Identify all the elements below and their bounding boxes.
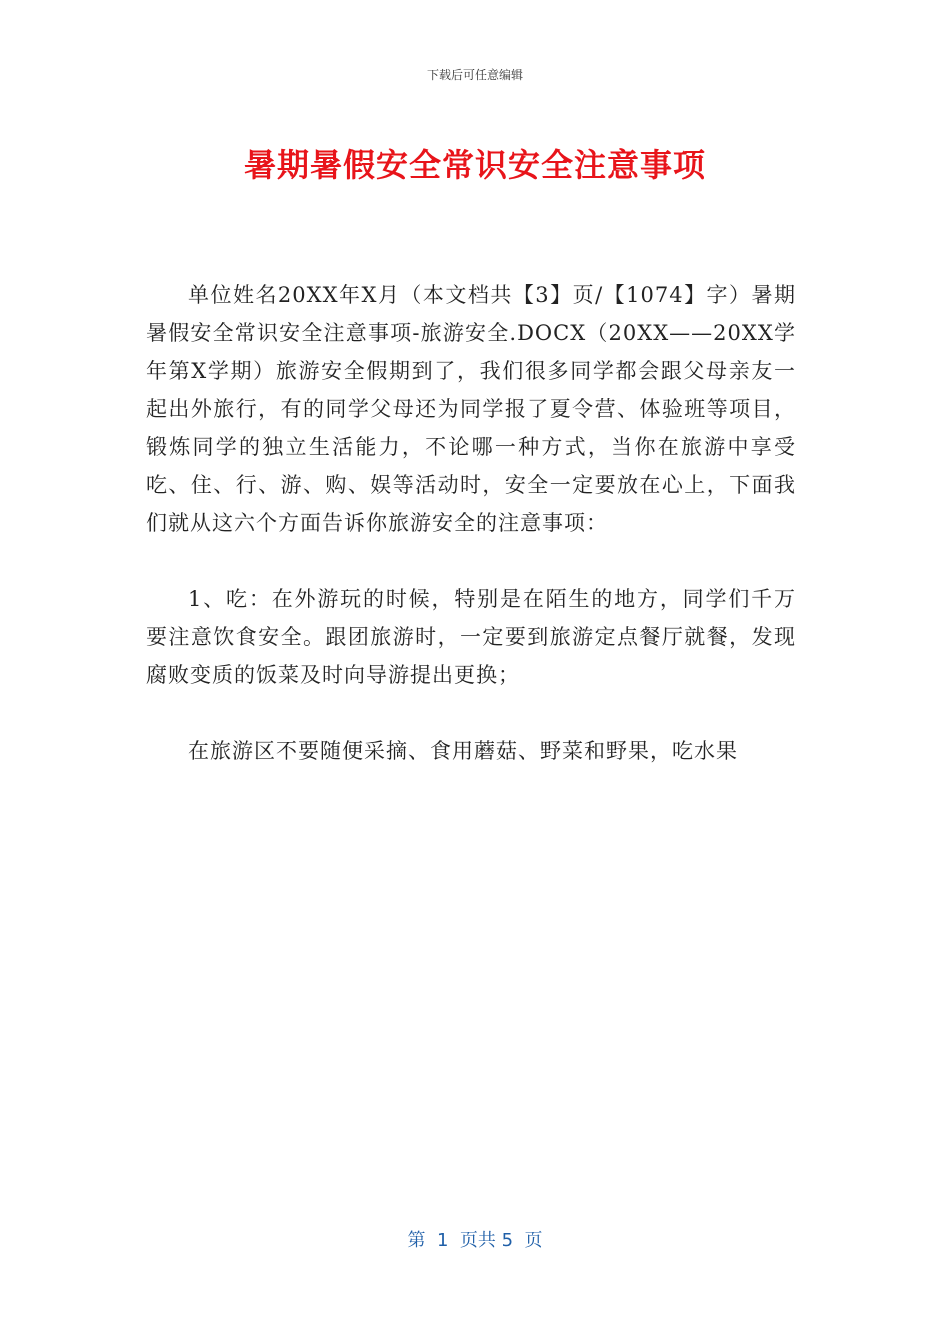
document-body [146,276,796,770]
paragraph-intro: 单位姓名20XX年X月（本文档共【3】页/【1074】字）暑期暑假安全常识安全注意事项-旅游安全.DOCX（20XX——20XX学年第X学期）旅游安全假期到了，我们很多同学都会跟父母亲友一起出外旅行，有的同学父母还为同学报了夏令营、体验班等项目，锻炼同学的独立生活能力，不论哪一种方式，当你在旅游中享受吃、住、行、游、购、娱等活动时，安全一定要放在心上，下面我们就从这六个方面告诉你旅游安全的注意事项： [146,283,796,535]
paragraph-scenic-area: 在旅游区不要随便采摘、食用蘑菇、野菜和野果，吃水果 [188,739,738,763]
paragraph-eat: 1、吃：在外游玩的时候，特别是在陌生的地方，同学们千万要注意饮食安全。跟团旅游时，一定要到旅游定点餐厅就餐，发现腐败变质的饭菜及时向导游提出更换； [146,587,796,687]
document-title: 暑期暑假安全常识安全注意事项 [243,146,706,184]
page-header: 下载后可任意编辑 [426,68,523,82]
page-number: 第 1 页共 5 页 [407,1230,543,1251]
